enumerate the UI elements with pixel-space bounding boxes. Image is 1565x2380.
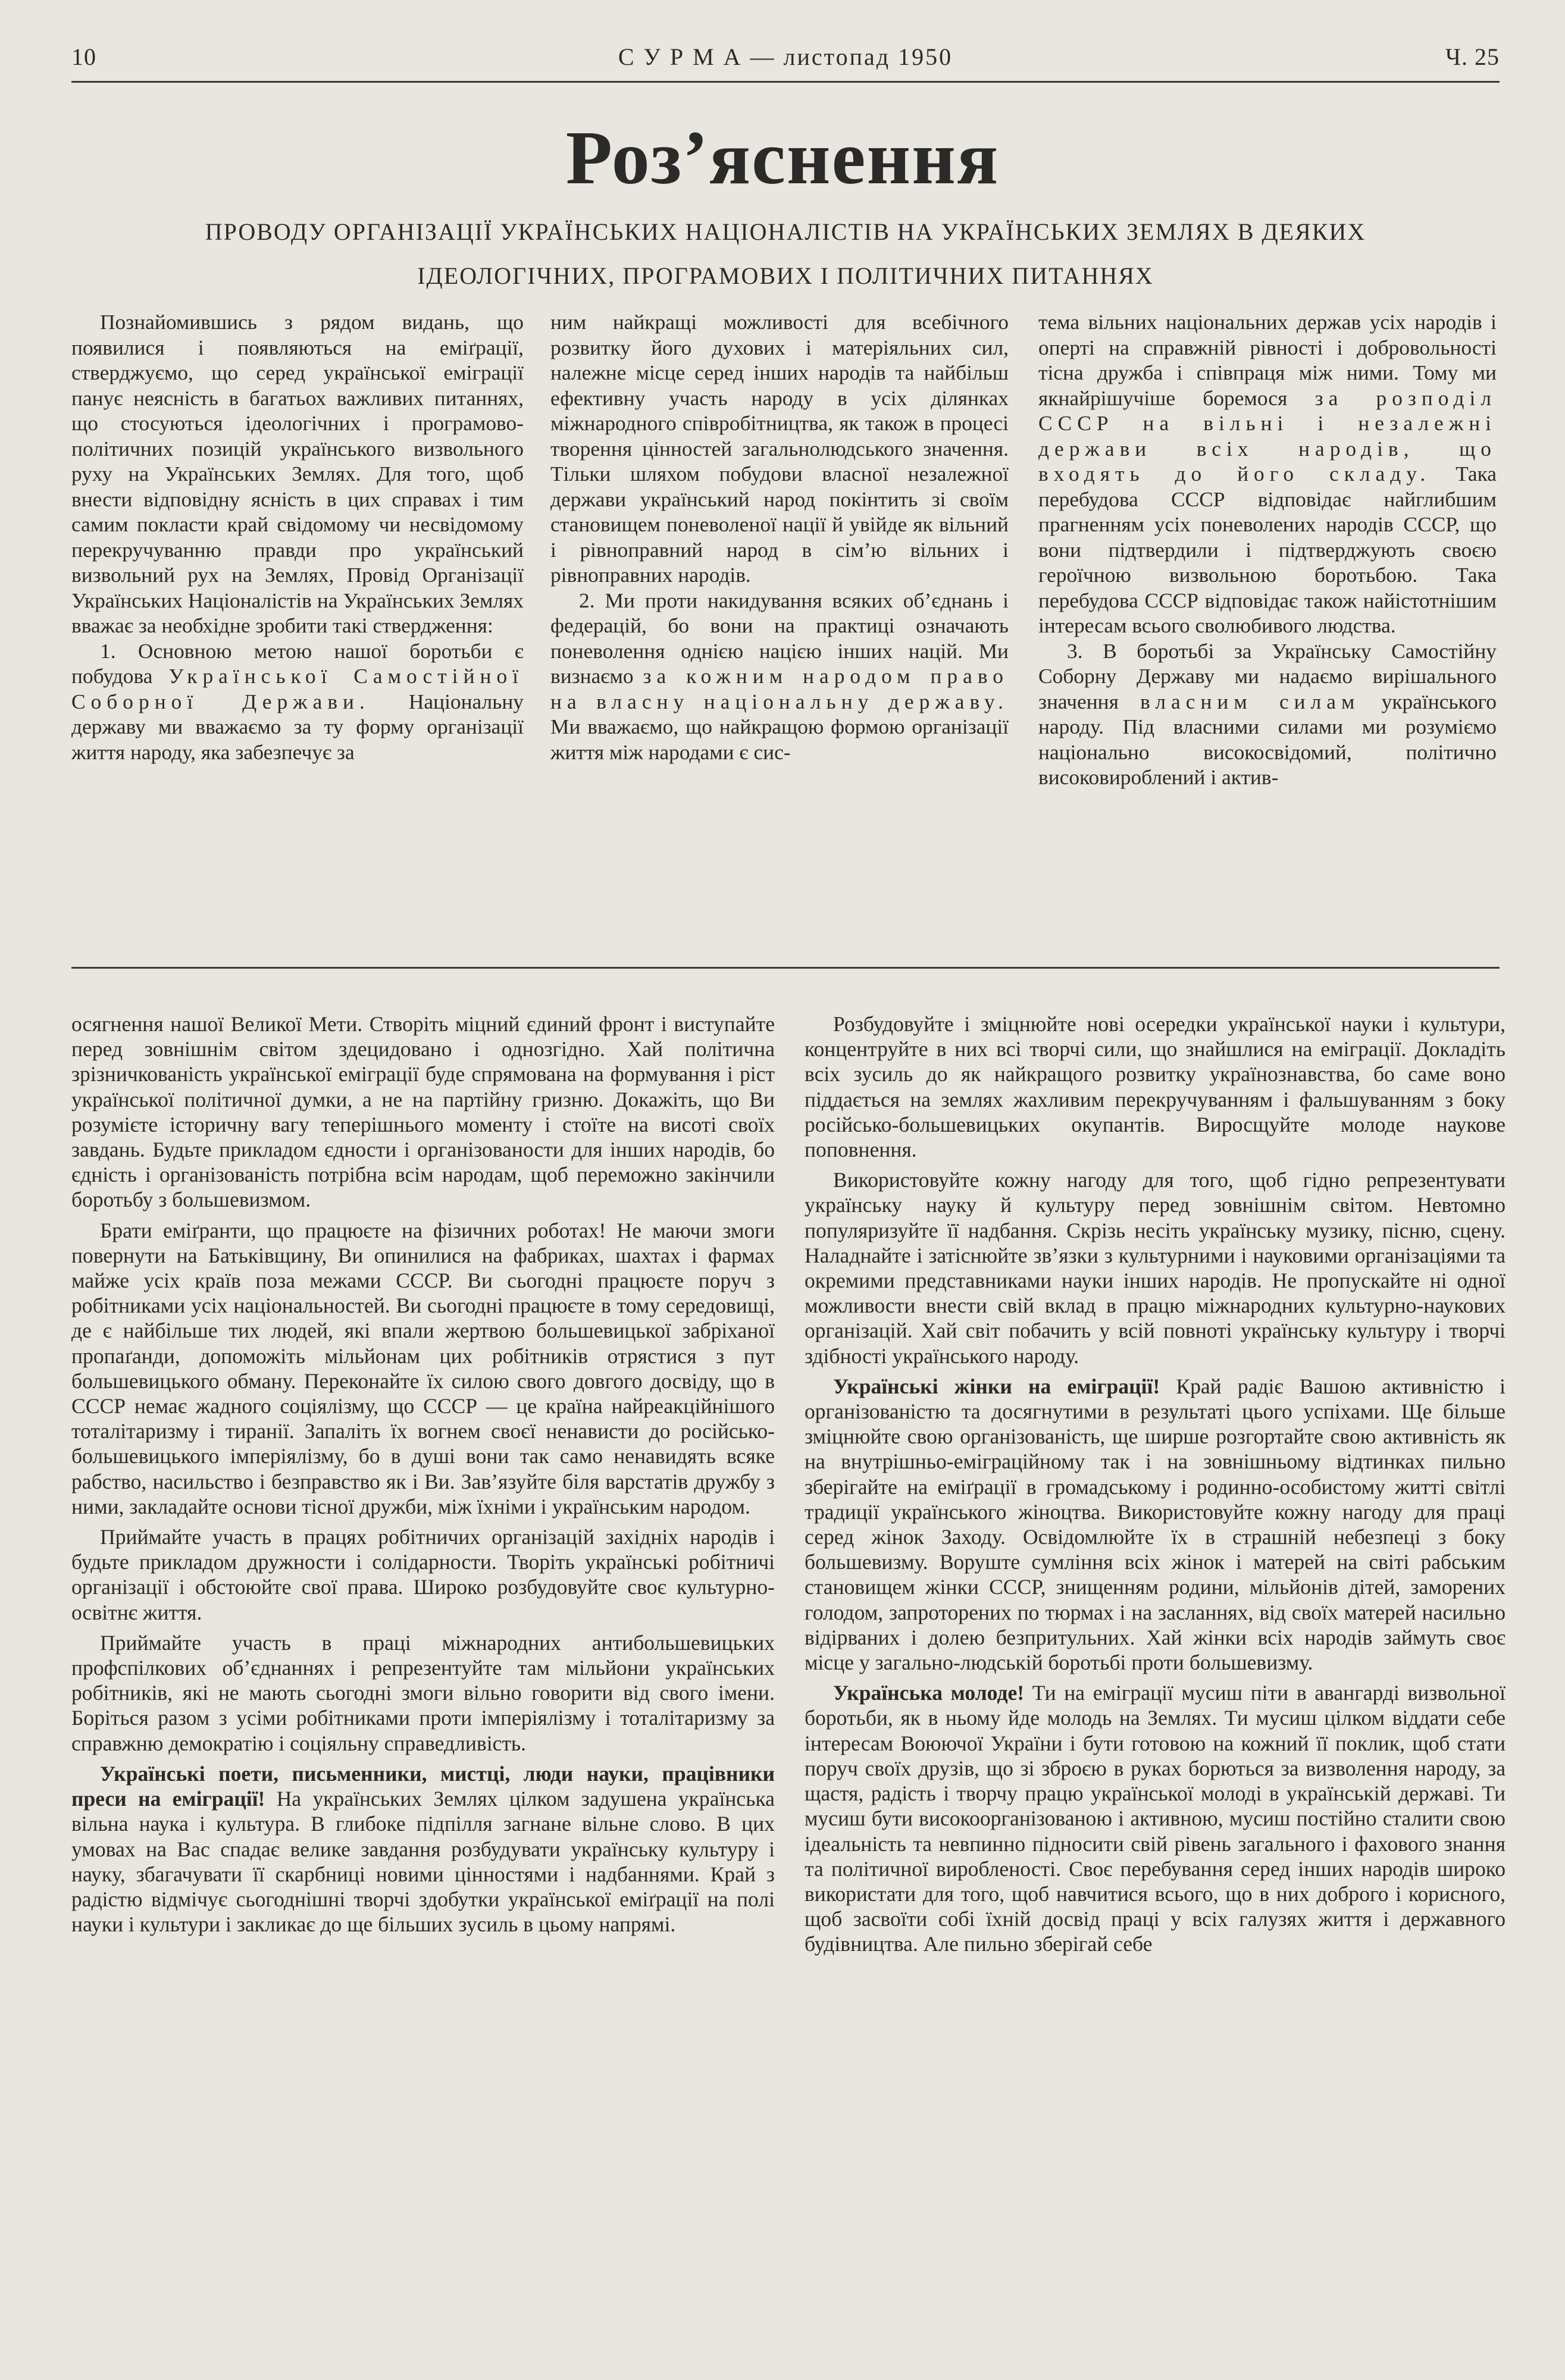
- running-header: [71, 43, 1500, 79]
- article-subtitle-line-1: ПРОВОДУ ОРГАНІЗАЦІЇ УКРАЇНСЬКИХ НАЦІОНАЛІСТІВ НА УКРАЇНСЬКИХ ЗЕМЛЯХ В ДЕЯКИХ: [205, 218, 1366, 245]
- paragraph: [1038, 638, 1497, 790]
- bottom-column-left: [71, 1012, 775, 1942]
- paragraph: [71, 1761, 775, 1937]
- paragraph: Познайомившись з рядом видань, що появилися і появляються на еміґрації, стверджуємо, що серед української еміграції панує неясність в багатьох важливих питаннях, що стосуються ідеологічних і програмово-політичних позицій українського визвольного руху на Українських Землях. Для того, щоб внести відповідну ясність в цих справах і тим самим покласти край свідомому чи несвідомому перекручуванню правди про український визвольний рух на Землях, Провід Організації Українських Націоналістів на Українських Землях вважає за необхідне зробити такі ствердження:: [71, 310, 524, 637]
- paragraph: Використовуйте кожну нагоду для того, щоб гідно репрезентувати українську науку й культуру перед зовнішнім світом. Невтомно популяризуйте її надбання. Скрізь несіть українську музику, пісню, сцену. Наладнайте і затіснюйте зв’язки з культурними і науковими організаціями та окремими представниками науки інших народів. Не пропускайте ні одної можливости внести свій вклад в працю міжнародних культурно-наукових організацій. Хай світ побачить у всій повноті українську культуру і творчі здібності українського народу.: [805, 1168, 1505, 1368]
- paragraph: [71, 638, 524, 765]
- text-run: Ти на еміграції мусиш піти в авангарді визвольної боротьби, як в ньому йде молодь на Землях. Ти мусиш цілком віддати себе інтересам Воюючої України і бути готовою на кожний її поклик, щоб стати поруч своїх друзів, що зі зброєю в руках борються за визволення народу, за щастя, радість і творчу працю української молоді в українській державі. Ти мусиш бути високоорганізованою і активною, мусиш постійно сталити свою ідеальність та невпинно підносити свій рівень загального і фахового знання та політичної виробленості. Своє перебування серед інших народів широко використати для того, щоб навчитися всього, що в них доброго і корисного, щоб засвоїти собі їхній досвід праці у всіх галузях життя і державного будівництва. Але пильно зберігай себе: [805, 1681, 1505, 1956]
- bold-heading: Українська молоде!: [833, 1681, 1025, 1705]
- article-subtitle-line-2: ІДЕОЛОГІЧНИХ, ПРОГРАМОВИХ І ПОЛІТИЧНИХ ПИТАННЯХ: [417, 262, 1154, 289]
- paragraph: [550, 588, 1009, 765]
- header-rule: [71, 81, 1500, 83]
- running-title: С У Р М А — листопад 1950: [618, 43, 953, 70]
- text-run: Край радіє Вашою активністю і організованістю та досягнутими в результаті цього успіхами. Ще більше зміцнюйте свою організованість, ще ширше розгортайте свою активність як на внутрішньо-еміграційному так і на зовнішньому відтинках пильно зберігайте на еміґрації в громадському і родинно-особистому житті світлі традиції українського жіноцтва. Використовуйте кожну нагоду для праці серед жінок Заходу. Освідомлюйте їх в страшній небезпеці з боку большевизму. Воруште сумління всіх жінок і матерей на світі рабським становищем жінки СССР, знищенням родини, мільйонів дітей, заморених голодом, запроторених по тюрмах і на засланнях, від своїх матерей насильно відірваних і долею безпритульних. Хай жінки всіх народів займуть своє місце у загально-людській боротьбі проти большевизму.: [805, 1374, 1505, 1675]
- text-run: тема вільних національних держав усіх народів і оперті на справжній рівності і добровольності тісна дружба і співпраця між ними. Тому ми якнайрішучіше боремося: [1038, 310, 1497, 410]
- part-number: Ч. 25: [1445, 43, 1500, 70]
- paragraph: осягнення нашої Великої Мети. Створіть міцний єдиний фронт і виступайте перед зовнішнім світом здецидовано і однозгідно. Хай політична зрізничкованість української еміграції буде спрямована на формування і ріст української політичної думки, а не на партійну гризню. Докажіть, що Ви розумієте історичну вагу теперішнього моменту і стоїте на висоті своїх завдань. Будьте прикладом єдности і організованости для інших народів, бо єдність і організованість потрібна всім народам, щоб переможно закінчили боротьбу з большевизмом.: [71, 1012, 775, 1212]
- top-column-1: [71, 309, 524, 765]
- text-run: 2. Ми проти накидування всяких об’єднань і федерацій, бо вони на практиці означають поневолення однією нацією інших націй. Ми визнаємо: [550, 588, 1009, 688]
- spaced-text: власним силам: [1140, 689, 1360, 713]
- paragraph: Брати еміґранти, що працюєте на фізичних роботах! Не маючи змоги повернути на Батьківщину, Ви опинилися на фабриках, шахтах і фармах майже усіх країв поза межами СССР. Ви сьогодні працюєте поруч з робітниками усіх національностей. Ви сьогодні працюєте в тому середовищі, де є найбільше тих людей, які впали жертвою большевицької забріханої пропаґанди, допоможіть мільйонам цих робітників отрястися з пут большевицького обману. Переконайте їх силою свого довгого досвіду, що в СССР немає жадного соціялізму, що СССР — це країна найреакційнішого тоталітаризму і тиранії. Запаліть їх вогнем своєї ненависти до російсько-большевицького імперіялізму, бо в душі вони так само ненавидять всяке рабство, насильство і безправство як і Ви. Зав’язуйте біля варстатів дружбу з ними, закладайте основи тісної дружби, між їхніми і українським народом.: [71, 1218, 775, 1518]
- text-run: Така перебудова СССР відповідає найглибшим прагненням усіх поневолених народів СССР, що вони підтвердили і підтверджують своєю героїчною визвольною боротьбою. Така перебудова СССР відповідає також найістотнішим інтересам всього сволюбивого людства.: [1038, 462, 1497, 637]
- bold-heading: Українські жінки на еміграції!: [833, 1374, 1160, 1398]
- bold-heading: Українські поети, письменники, мистці, люди науки, працівники преси на еміграції!: [71, 1761, 775, 1811]
- bottom-column-right: [805, 1012, 1505, 1962]
- spaced-text: Української Самостійної Соборної Держави.: [71, 664, 524, 713]
- text-run: 1. Основною метою нашої боротьби є побудова: [71, 638, 524, 688]
- top-column-3: [1038, 309, 1497, 790]
- article-title: Роз’яснення: [565, 115, 1000, 200]
- text-run: 3. В боротьбі за Українську Самостійну Соборну Державу ми надаємо вирішального значення: [1038, 638, 1497, 713]
- paragraph: [805, 1680, 1505, 1956]
- paragraph: [1038, 309, 1497, 638]
- paragraph: Приймайте участь в праці міжнародних антибольшевицьких профспілкових об’єднаннях і репрезентуйте там мільйони українських робітників, які не мають сьогодні змоги вільно говорити від свого імени. Боріться разом з усіми робітниками проти імперіялізму і тоталітаризму за справжню демократію і соціяльну справедливість.: [71, 1630, 775, 1755]
- spaced-text: за кожним народом право на власну національну державу.: [550, 664, 1009, 713]
- text-run: Ми вважаємо, що найкращою формою організації життя між народами є сис-: [550, 715, 1009, 764]
- section-rule: [71, 967, 1500, 969]
- text-run: українського народу. Під власними силами ми розуміємо національно високосвідомий, політично високовироблений і актив-: [1038, 689, 1497, 789]
- text-run: На українських Землях цілком задушена українська вільна наука і культура. В глибоке підпілля загнане вільне слово. В цих умовах на Вас спадає велике завдання розбудувати українську культуру і науку, збагачувати її скарбниці новими цінностями і надбаннями. Край з радістю відмічує сьогоднішні творчі здобутки української еміґрації на полі науки і культури і закликає до ще більших зусиль в цьому напрямі.: [71, 1787, 775, 1937]
- page-number: 10: [71, 43, 96, 70]
- paragraph: [805, 1374, 1505, 1675]
- paragraph: ним найкращі можливості для всебічного розвитку його духових і матеріяльних сил, належне місце серед інших народів та найбільш ефективну участь народу в усіх ділянках міжнародного співробітництва, як також в процесі творення цінностей загальнолюдського значення. Тільки шляхом побудови власної незалежної держави український народ покінтить зі своїм становищем поневоленої нації й увійде як вільний і рівноправний народ в сім’ю вільних і рівноправних народів.: [550, 310, 1009, 587]
- paragraph: Приймайте участь в працях робітничих організацій західніх народів і будьте прикладом дружности і солідарности. Творіть українські робітничі організації і обстоюйте свої права. Широко розбудовуйте своє культурно-освітнє життя.: [71, 1525, 775, 1624]
- text-run: Національну державу ми вважаємо за ту форму організації життя народу, яка забезпечує за: [71, 689, 524, 764]
- spaced-text: за розподіл СССР на вільні і незалежні держави всіх народів, що входять до його складу.: [1038, 386, 1497, 486]
- paragraph: Розбудовуйте і зміцнюйте нові осередки української науки і культури, концентруйте в них всі творчі сили, що знайшлися на еміграції. Докладіть всіх зусиль до як найкращого розвитку українознавства, бо саме воно піддається на землях жахливим перекручуванням і фальшуванням з боку російсько-большевицьких окупантів. Виросщуйте молоде наукове поповнення.: [805, 1012, 1505, 1162]
- top-column-2: [550, 309, 1009, 765]
